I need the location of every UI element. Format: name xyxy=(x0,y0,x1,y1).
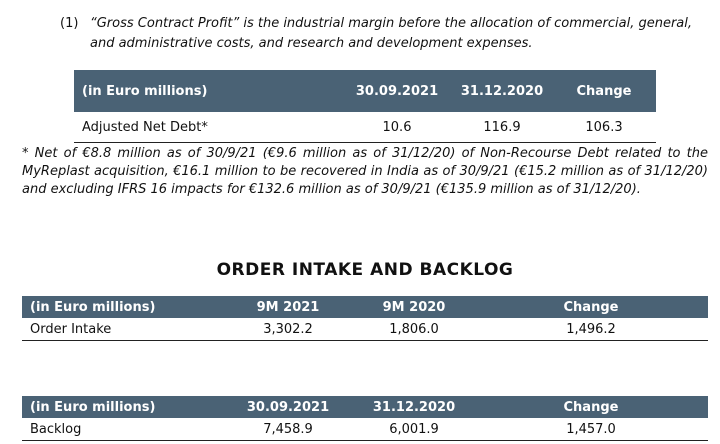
backlog-value-2021: 7,458.9 xyxy=(222,418,354,441)
order-intake-header-label: (in Euro millions) xyxy=(22,296,222,318)
backlog-header-label: (in Euro millions) xyxy=(22,396,222,418)
order-intake-change: 1,496.2 xyxy=(474,318,708,341)
net-debt-header-label: (in Euro millions) xyxy=(74,70,342,112)
order-intake-row-label: Order Intake xyxy=(22,318,222,341)
backlog-header-col1: 30.09.2021 xyxy=(222,396,354,418)
footnote-number: (1) xyxy=(60,16,79,31)
section-title: ORDER INTAKE AND BACKLOG xyxy=(216,260,514,280)
order-intake-header-row xyxy=(22,296,708,318)
backlog-header-col2: 31.12.2020 xyxy=(354,396,474,418)
order-intake-header-col2: 9M 2020 xyxy=(354,296,474,318)
table-row xyxy=(22,318,708,341)
backlog-value-2020: 6,001.9 xyxy=(354,418,474,441)
net-debt-row-label: Adjusted Net Debt* xyxy=(74,112,342,143)
backlog-change: 1,457.0 xyxy=(474,418,708,441)
net-debt-header-col2: 31.12.2020 xyxy=(452,70,552,112)
backlog-row-label: Backlog xyxy=(22,418,222,441)
net-debt-header-row xyxy=(74,70,656,112)
net-debt-header-col3: Change xyxy=(552,70,656,112)
net-debt-value-2020: 116.9 xyxy=(452,112,552,143)
table-row xyxy=(22,418,708,441)
backlog-header-col3: Change xyxy=(474,396,708,418)
order-intake-table xyxy=(22,296,708,341)
order-intake-header-col3: Change xyxy=(474,296,708,318)
order-intake-value-2021: 3,302.2 xyxy=(222,318,354,341)
net-debt-table xyxy=(74,70,656,143)
net-debt-change: 106.3 xyxy=(552,112,656,143)
table-row xyxy=(74,112,656,143)
net-debt-value-2021: 10.6 xyxy=(342,112,452,143)
footnote-text: “Gross Contract Profit” is the industrial margin before the allocation of commercial, general, and administrative costs, and research and development expenses. xyxy=(90,16,693,51)
net-debt-header-col1: 30.09.2021 xyxy=(342,70,452,112)
order-intake-value-2020: 1,806.0 xyxy=(354,318,474,341)
net-debt-note: * Net of €8.8 million as of 30/9/21 (€9.6 million as of 31/12/20) of Non-Recourse Debt related to the MyReplast acquisition, €16.1 million to be recovered in India as of 30/9/21 (€15.2 million as of 31/12/20) and excluding IFRS 16 impacts for €132.6 million as of 30/9/21 (€135.9 million as of 31/12/20). xyxy=(22,146,708,197)
backlog-header-row xyxy=(22,396,708,418)
gross-contract-profit-footnote xyxy=(60,14,710,54)
order-intake-header-col1: 9M 2021 xyxy=(222,296,354,318)
backlog-table xyxy=(22,396,708,441)
